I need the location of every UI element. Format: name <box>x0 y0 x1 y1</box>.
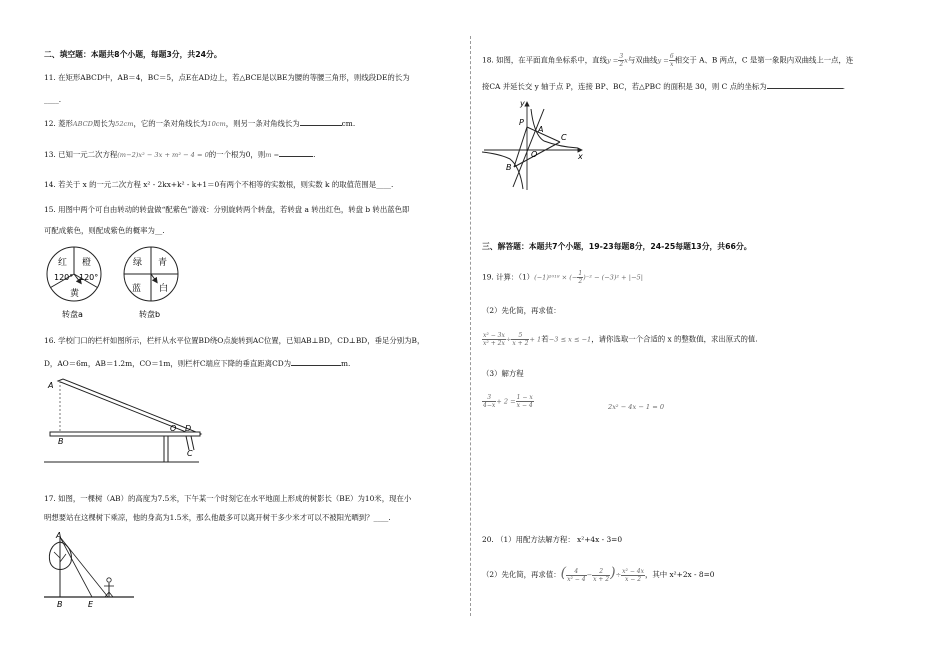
q15-spinner-figure <box>44 244 194 324</box>
q16-part: D，AO＝6m，AB＝1.2m，CO＝1m，则栏杆C端应下降的垂直距离CD为 <box>44 359 292 368</box>
q19-frac-den: x² + 2x <box>483 340 505 347</box>
q13-end: . <box>313 150 316 159</box>
q20-frac-den: x − 2 <box>625 575 642 583</box>
q20-frac-den: x² − 4 <box>567 575 586 583</box>
q12-unit: cm. <box>341 119 356 128</box>
q20-paren: ( <box>560 565 567 581</box>
q16-label-O: O <box>170 424 177 433</box>
q12-math: ABCD <box>72 120 93 128</box>
q19-math: + 1 <box>529 335 542 344</box>
q18-coordinate-figure <box>482 97 592 193</box>
q19-part-2-label: （2）先化简，再求值： <box>482 306 561 315</box>
q12-blank <box>300 117 342 126</box>
q18-text-2 <box>482 80 845 91</box>
q18-label-A: A <box>538 125 544 134</box>
q18-label-O: O <box>531 150 538 159</box>
q16-label-C: C <box>187 449 193 458</box>
q18-text <box>482 53 853 68</box>
q17-text: 17. 如图，一棵树（AB）的高度为7.5米，下午某一个时刻它在水平地面上形成的树影长（BE）为10米，现在小 <box>44 494 412 503</box>
section-2-heading: 二、填空题：本题共8个小题，每题3分，共24分。 <box>44 50 222 59</box>
q19-part: 若 <box>541 334 549 344</box>
q20-paren: ) <box>610 565 616 581</box>
q17-label-E: E <box>88 600 94 609</box>
q19-frac-den: 2 <box>578 278 583 285</box>
q19-frac-num: 1 − x <box>516 394 533 401</box>
q20-divide: ÷ <box>615 571 622 579</box>
q16-blank <box>291 357 341 366</box>
q16-label-B: B <box>58 437 64 446</box>
q12-math: 10cm <box>207 120 226 128</box>
q13-part: 13. 已知一元二次方程 <box>44 150 118 159</box>
q18-part: 与双曲线 <box>627 55 658 65</box>
q20-part-1: 20. （1）用配方法解方程： x²+4x - 3=0 <box>482 535 623 544</box>
q20-frac-den: x + 2 <box>593 575 610 583</box>
q20-frac-2 <box>592 568 610 583</box>
q19-math: )⁻² − (−3)² + |−5| <box>583 273 643 282</box>
q16-unit: m. <box>341 359 351 368</box>
q19-part-3-expr <box>482 394 534 409</box>
q17-label-B: B <box>57 600 63 609</box>
q17-tree-figure <box>44 530 144 610</box>
q12-part: ，它的一条对角线长为 <box>133 119 208 128</box>
q11-blank: ____. <box>44 95 62 104</box>
q19-part-1 <box>482 270 643 285</box>
wheel-b <box>124 247 178 319</box>
q20-part-2 <box>482 565 714 583</box>
q19-math: (−1)²⁰¹⁸ × (− <box>534 273 578 282</box>
wheel-b-caption: 转盘b <box>139 310 161 319</box>
q20-frac-1 <box>566 568 586 583</box>
wheel-b-green: 绿 <box>133 258 143 268</box>
q19-part-3-label: （3）解方程 <box>482 369 524 378</box>
q20-frac-num: 4 <box>566 568 586 576</box>
q18-frac-2-num: 6 <box>669 53 674 60</box>
q16-barrier-figure <box>44 376 204 466</box>
q19-eq-frac-2 <box>516 394 534 409</box>
wheel-a-angle-1: 120° <box>54 273 74 282</box>
q19-part: 19. 计算：（1） <box>482 272 535 282</box>
section-3-heading: 三、解答题：本题共7个小题，19-23每题8分，24-25每题13分，共66分。 <box>482 242 752 251</box>
q18-part: 相交于 A、B 两点，C 是第一象限内双曲线上一点，连 <box>674 55 854 65</box>
q18-math: y = <box>606 56 619 65</box>
wheel-a <box>47 247 101 319</box>
wheel-a-caption: 转盘a <box>62 310 83 319</box>
q18-label-y: y <box>520 99 525 108</box>
q18-frac-2-den: x <box>670 61 674 68</box>
q20-minus: − <box>586 571 593 579</box>
q18-blank <box>767 80 843 89</box>
q19-frac-num: 5 <box>511 332 529 340</box>
q13-part: 的一个根为0，则 <box>208 150 266 159</box>
q12-part: 周长为 <box>92 119 116 128</box>
wheel-a-orange: 橙 <box>82 258 92 268</box>
q13-blank <box>279 148 316 159</box>
q16-label-A: A <box>48 381 54 390</box>
q19-part-2-expr <box>482 332 758 347</box>
q12-part: ，则另一条对角线长为 <box>225 119 300 128</box>
q12-text <box>44 117 355 128</box>
q13-math: (m−2)x² − 3x + m² − 4 = 0 <box>117 151 209 159</box>
q18-label-C: C <box>561 133 567 142</box>
q11-text: 11. 在矩形ABCD中，AB＝4，BC＝5，点E在AD边上，若△BCE是以BE为腰的等腰三角形，则线段DE的长为 <box>44 73 410 82</box>
q13-text <box>44 148 315 159</box>
q19-math: ÷ <box>505 335 512 344</box>
q16-text-2 <box>44 357 350 368</box>
q13-math: m = <box>265 151 280 159</box>
q18-end: . <box>842 82 845 91</box>
q18-label-P: P <box>519 118 524 127</box>
q19-part: ，请你选取一个合适的 x 的整数值，求出原式的值. <box>591 334 758 344</box>
wheel-a-angle-2: 120° <box>79 273 99 282</box>
q19-frac-num: x² − 3x <box>483 332 505 339</box>
q20-part: ，其中 x²+2x - 8=0 <box>644 570 715 579</box>
q20-frac-num: x² − 4x <box>622 567 644 575</box>
q17-text-2: 明想要站在这棵树下乘凉，他的身高为1.5米，那么他最多可以离开树干多少米才可以不被阳光晒到？____. <box>44 513 391 522</box>
q19-frac-den: x − 4 <box>516 402 533 409</box>
wheel-a-red: 红 <box>58 258 68 268</box>
wheel-a-yellow: 黄 <box>70 289 80 299</box>
q19-frac-den: x + 2 <box>512 340 529 347</box>
q17-label-A: A <box>56 531 62 540</box>
q14-text: 14. 若关于 x 的一元二次方程 x² - 2kx+k² - k+1＝0有两个不相等的实数根，则实数 k 的取值范围是____. <box>44 180 394 189</box>
q12-part: 12. 菱形 <box>44 119 73 128</box>
q15-text-2: 可配成紫色，则配成紫色的概率为__. <box>44 226 165 235</box>
q19-frac-num: 3 <box>482 394 496 402</box>
q18-math: y = <box>657 56 669 65</box>
q16-label-D: D <box>185 424 192 433</box>
q18-math: x <box>624 56 628 65</box>
q19-frac-num: 1 <box>578 270 583 277</box>
wheel-b-cyan: 青 <box>158 258 168 268</box>
q19-expr-frac-2 <box>511 332 529 347</box>
q18-frac-1-den: 2 <box>619 61 624 68</box>
q12-math: 52cm <box>115 120 134 128</box>
q18-part: 接CA 并延长交 y 轴于点 P，连接 BP、BC，若△PBC 的面积是 30，则 C 点的坐标为 <box>482 82 767 91</box>
q20-part: （2）先化简，再求值： <box>482 570 561 579</box>
q19-expr-frac-1 <box>482 332 506 347</box>
q18-frac-1-num: 3 <box>619 53 624 60</box>
q16-text: 16. 学校门口的栏杆如图所示，栏杆从水平位置BD绕O点旋转到AC位置，已知AB⊥BD，CD⊥BD，垂足分别为B， <box>44 336 425 345</box>
q19-math: + 2 = <box>496 397 516 406</box>
column-divider <box>470 36 472 616</box>
q20-frac-3 <box>621 568 645 583</box>
q19-frac-den: 4−x <box>483 402 496 409</box>
q18-label-B: B <box>506 163 512 172</box>
q18-label-x: x <box>578 152 583 161</box>
q19-math: −3 ≤ x ≤ −1 <box>548 335 592 344</box>
q19-quadratic: 2x² − 4x − 1 = 0 <box>608 403 665 411</box>
q19-eq-frac-1 <box>482 394 496 409</box>
wheel-b-blue: 蓝 <box>132 284 142 294</box>
q20-frac-num: 2 <box>592 568 610 576</box>
q18-part: 18. 如图，在平面直角坐标系中，直线 <box>482 55 607 65</box>
q15-text: 15. 用图中两个可自由转动的转盘做“配紫色”游戏：分别旋转两个转盘，若转盘 a 转出红色，转盘 b 转出蓝色即 <box>44 205 410 214</box>
wheel-b-white: 白 <box>159 284 169 294</box>
